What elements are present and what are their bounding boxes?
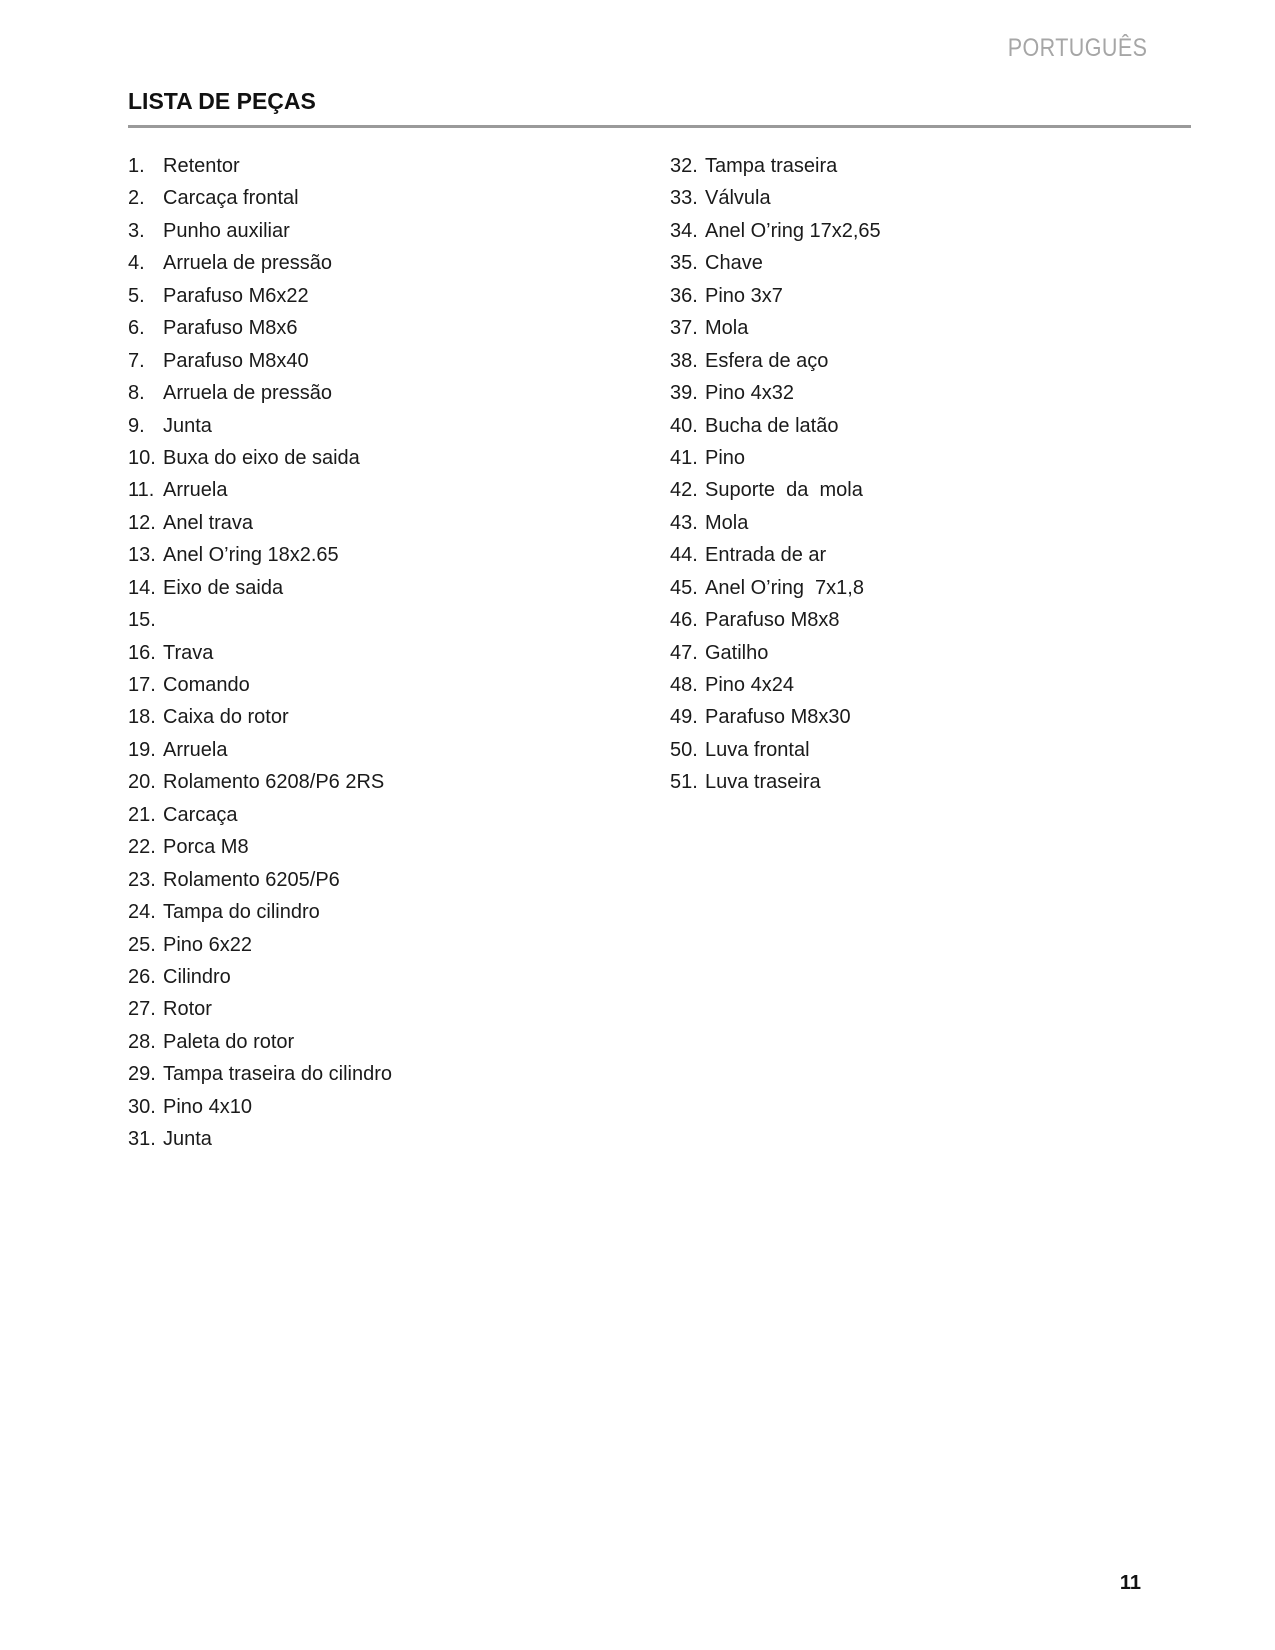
part-number: 48.: [670, 674, 698, 696]
part-name: Junta: [163, 1128, 212, 1151]
part-list-item: [128, 539, 628, 571]
part-number: 15.: [128, 609, 156, 632]
part-list-item: [128, 799, 628, 831]
part-number: 39.: [670, 382, 698, 405]
part-name: Luva frontal: [705, 738, 810, 761]
part-name: Válvula: [705, 187, 771, 210]
part-name: Parafuso M8x8: [705, 609, 840, 632]
part-name: Rolamento 6208/P6 2RS: [163, 771, 385, 794]
title-divider: [128, 125, 1191, 128]
part-number: 23.: [128, 868, 156, 891]
part-list-item: [670, 474, 1170, 506]
part-list-item: [128, 572, 628, 604]
part-number: 11.: [128, 479, 155, 502]
part-number: 46.: [670, 609, 698, 632]
part-list-item: [128, 831, 628, 863]
part-name: Eixo de saida: [163, 576, 284, 599]
part-name: Mola: [705, 511, 749, 534]
part-list-item: [670, 377, 1170, 409]
part-list-item: [670, 442, 1170, 474]
part-list-item: [128, 507, 628, 539]
part-name: Arruela de pressão: [163, 382, 332, 405]
part-list-item: [670, 182, 1170, 214]
part-name: Parafuso M8x40: [163, 349, 309, 372]
parts-list-left: [128, 150, 628, 1156]
part-list-item: [128, 604, 628, 636]
part-name: Pino 4x32: [705, 382, 794, 405]
part-name: Anel O’ring 17x2,65: [705, 219, 881, 242]
part-number: 37.: [670, 317, 698, 340]
part-name: Parafuso M6x22: [163, 284, 309, 307]
part-name: Retentor: [163, 155, 240, 177]
part-name: Pino 4x24: [705, 674, 794, 696]
part-list-item: [128, 312, 628, 344]
part-name: Tampa traseira: [705, 155, 838, 177]
part-number: 31.: [128, 1128, 156, 1151]
part-number: 2.: [128, 187, 145, 210]
part-number: 33.: [670, 187, 698, 210]
part-name: Gatilho: [705, 641, 769, 664]
part-number: 4.: [128, 252, 145, 275]
part-name: Anel O’ring 7x1,8: [705, 576, 864, 599]
part-number: 12.: [128, 511, 156, 534]
part-number: 45.: [670, 576, 698, 599]
part-number: 18.: [128, 706, 156, 729]
part-number: 43.: [670, 511, 698, 534]
part-list-item: [670, 247, 1170, 279]
part-name: Tampa do cilindro: [163, 901, 320, 924]
part-number: 16.: [128, 641, 156, 664]
part-number: 25.: [128, 933, 156, 956]
part-list-item: [670, 312, 1170, 344]
part-number: 20.: [128, 771, 156, 794]
part-name: Bucha de latão: [705, 414, 839, 437]
part-name: Buxa do eixo de saida: [163, 446, 360, 469]
part-list-item: [670, 734, 1170, 766]
page-number: 11: [1119, 1572, 1141, 1594]
part-name: Tampa traseira do cilindro: [163, 1063, 392, 1086]
part-name: Punho auxiliar: [163, 219, 290, 242]
part-list-item: [128, 637, 628, 669]
part-list-item: [128, 280, 628, 312]
part-number: 6.: [128, 317, 145, 340]
part-number: 3.: [128, 219, 145, 242]
part-name: Arruela: [163, 479, 228, 502]
part-name: Esfera de aço: [705, 349, 829, 372]
part-number: 28.: [128, 1030, 156, 1053]
part-name: Arruela: [163, 738, 228, 761]
part-number: 21.: [128, 803, 156, 826]
part-list-item: [128, 734, 628, 766]
part-list-item: [128, 182, 628, 214]
part-number: 51.: [670, 771, 698, 794]
part-number: 49.: [670, 706, 698, 729]
part-list-item: [670, 701, 1170, 733]
part-name: Suporte da mola: [705, 479, 863, 502]
part-list-item: [128, 896, 628, 928]
part-list-item: [670, 604, 1170, 636]
part-list-item: [128, 247, 628, 279]
part-number: 8.: [128, 382, 145, 405]
part-name: Rotor: [163, 998, 212, 1021]
part-number: 26.: [128, 965, 156, 988]
part-name: Arruela de pressão: [163, 252, 332, 275]
part-name: Caixa do rotor: [163, 706, 289, 729]
part-number: 50.: [670, 738, 698, 761]
part-name: Paleta do rotor: [163, 1030, 295, 1053]
part-list-item: [670, 410, 1170, 442]
part-name: Anel O’ring 18x2.65: [163, 544, 339, 567]
part-list-item: [670, 280, 1170, 312]
part-number: 5.: [128, 284, 145, 307]
part-list-item: [670, 150, 1170, 182]
part-number: 32.: [670, 155, 698, 177]
part-name: Luva traseira: [705, 771, 821, 794]
part-list-item: [128, 1123, 628, 1155]
part-list-item: [128, 377, 628, 409]
part-list-item: [670, 637, 1170, 669]
part-name: Mola: [705, 317, 749, 340]
part-number: 14.: [128, 576, 156, 599]
part-number: 36.: [670, 284, 698, 307]
part-number: 42.: [670, 479, 698, 502]
part-number: 9.: [128, 414, 145, 437]
parts-list-right: [670, 150, 1170, 799]
part-number: 29.: [128, 1063, 156, 1086]
part-name: Parafuso M8x6: [163, 317, 298, 340]
part-name: Pino 6x22: [163, 933, 252, 956]
part-name: Pino 3x7: [705, 284, 783, 307]
part-number: 35.: [670, 252, 698, 275]
part-number: 44.: [670, 544, 698, 567]
part-list-item: [128, 929, 628, 961]
part-name: Comando: [163, 674, 250, 696]
part-list-item: [670, 572, 1170, 604]
part-number: 22.: [128, 836, 156, 859]
part-name: Entrada de ar: [705, 544, 827, 567]
part-number: 41.: [670, 446, 698, 469]
section-title: LISTA DE PEÇAS: [128, 88, 316, 114]
part-list-item: [670, 215, 1170, 247]
part-number: 19.: [128, 738, 156, 761]
part-number: 10.: [128, 446, 156, 469]
part-name: Rolamento 6205/P6: [163, 868, 340, 891]
part-number: 34.: [670, 219, 698, 242]
part-list-item: [128, 442, 628, 474]
part-list-item: [670, 539, 1170, 571]
part-number: 47.: [670, 641, 698, 664]
part-list-item: [670, 507, 1170, 539]
part-list-item: [128, 701, 628, 733]
part-name: Carcaça: [163, 803, 238, 826]
part-name: Parafuso M8x30: [705, 706, 851, 729]
part-name: Carcaça frontal: [163, 187, 299, 210]
part-name: Chave: [705, 252, 763, 275]
part-number: 40.: [670, 414, 698, 437]
part-number: 27.: [128, 998, 156, 1021]
part-number: 38.: [670, 349, 698, 372]
part-list-item: [670, 766, 1170, 798]
part-name: Porca M8: [163, 836, 249, 859]
part-list-item: [128, 1091, 628, 1123]
part-list-item: [128, 474, 628, 506]
part-list-item: [670, 345, 1170, 377]
part-list-item: [670, 669, 1170, 701]
part-number: 30.: [128, 1095, 156, 1118]
part-list-item: [128, 864, 628, 896]
part-list-item: [128, 961, 628, 993]
part-list-item: [128, 993, 628, 1025]
part-list-item: [128, 669, 628, 701]
part-name: Junta: [163, 414, 212, 437]
part-number: 13.: [128, 544, 156, 567]
part-list-item: [128, 345, 628, 377]
part-list-item: [128, 150, 628, 182]
language-label: PORTUGUÊS: [1007, 34, 1147, 62]
part-name: Anel trava: [163, 511, 254, 534]
part-name: Cilindro: [163, 965, 231, 988]
part-list-item: [128, 766, 628, 798]
part-list-item: [128, 410, 628, 442]
part-number: 7.: [128, 349, 145, 372]
part-list-item: [128, 1058, 628, 1090]
part-name: Trava: [163, 641, 214, 664]
part-number: 1.: [128, 155, 145, 177]
part-list-item: [128, 215, 628, 247]
part-list-item: [128, 1026, 628, 1058]
part-number: 24.: [128, 901, 156, 924]
part-name: Pino: [705, 446, 746, 469]
part-number: 17.: [128, 674, 156, 696]
part-name: Pino 4x10: [163, 1095, 252, 1118]
